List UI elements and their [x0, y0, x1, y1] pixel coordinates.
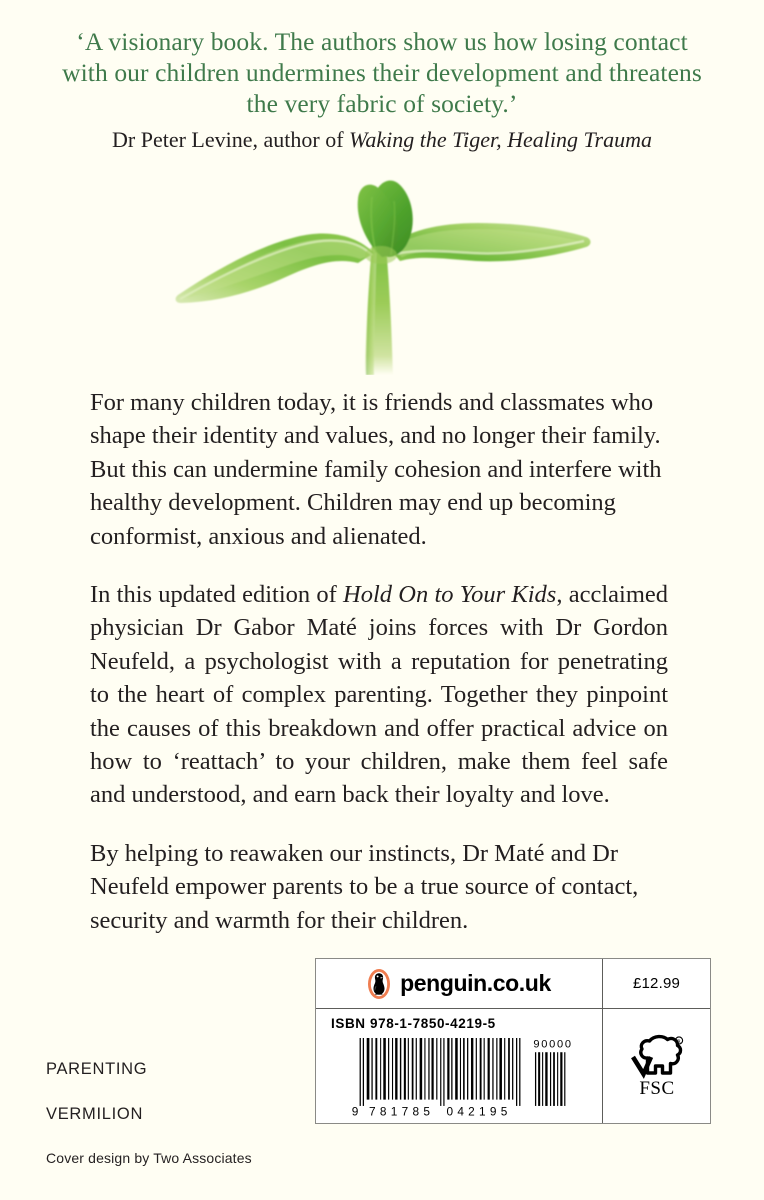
seedling-illustration	[160, 175, 604, 375]
blurb-paragraph-1: For many children today, it is friends and classmates who shape their identity and values, and no longer their family. But this can undermine family cohesion and interfere with healthy development. Children may end up becoming conformist, anxious and alienated.	[90, 389, 662, 550]
blurb-paragraph-2	[90, 578, 668, 812]
penguin-logo-icon	[367, 968, 391, 1000]
cover-design-credit: Cover design by Two Associates	[46, 1150, 252, 1166]
ean-group-2: 042195	[446, 1104, 512, 1117]
price-cell	[603, 959, 710, 1009]
blurb-text	[90, 386, 668, 937]
attribution-book-title: Waking the Tiger, Healing Trauma	[349, 127, 652, 152]
svg-text:R: R	[676, 1040, 681, 1046]
blurb-book-title: Hold On to Your Kids	[343, 581, 557, 609]
isbn-barcode-cell	[316, 1009, 602, 1123]
imprint-block	[46, 1060, 306, 1166]
fsc-logo-icon	[629, 1033, 685, 1099]
review-quote-text: ‘A visionary book. The authors show us how losing contact with our children undermines their development and threatens the very fabric of society.’	[62, 27, 702, 118]
ean13-barcode	[329, 1038, 594, 1117]
attribution-name: Dr Peter Levine, author of	[112, 127, 350, 152]
penguin-lockup	[367, 968, 551, 1000]
barcode-left-column	[316, 959, 603, 1123]
ean-group-1: 781785	[369, 1104, 435, 1117]
blurb-p2-rest: , acclaimed physician Dr Gabor Maté joins forces with Dr Gordon Neufeld, a psychologist with a reputation for penetrating to the heart of complex parenting. Together they pinpoint the causes of this breakdown and offer practical advice on how to ‘reattach’ to your children, make them feel safe and understood, and earn back their loyalty and love.	[90, 581, 669, 809]
blurb-paragraph-3: By helping to reawaken our instincts, Dr Maté and Dr Neufeld empower parents to be a true source of contact, security and warmth for their children.	[90, 839, 639, 934]
review-quote-block	[62, 26, 702, 153]
review-quote-attribution	[62, 126, 702, 153]
publisher-url-text: penguin.co.uk	[400, 970, 551, 996]
isbn-number-text: ISBN 978-1-7850-4219-5	[331, 1016, 496, 1031]
barcode-right-column	[603, 959, 710, 1123]
category-label: PARENTING	[46, 1060, 148, 1078]
fsc-label-text: FSC	[638, 1078, 675, 1099]
fsc-cell	[603, 1009, 710, 1123]
price-text: £12.99	[632, 975, 681, 992]
barcode-panel	[315, 958, 711, 1124]
publisher-label: VERMILION	[46, 1105, 144, 1123]
blurb-p2-lead: In this updated edition of	[90, 581, 344, 609]
ean-check-digit: 9	[351, 1104, 359, 1117]
ean-addon-digits: 90000	[533, 1038, 573, 1051]
publisher-url-cell	[316, 959, 602, 1009]
